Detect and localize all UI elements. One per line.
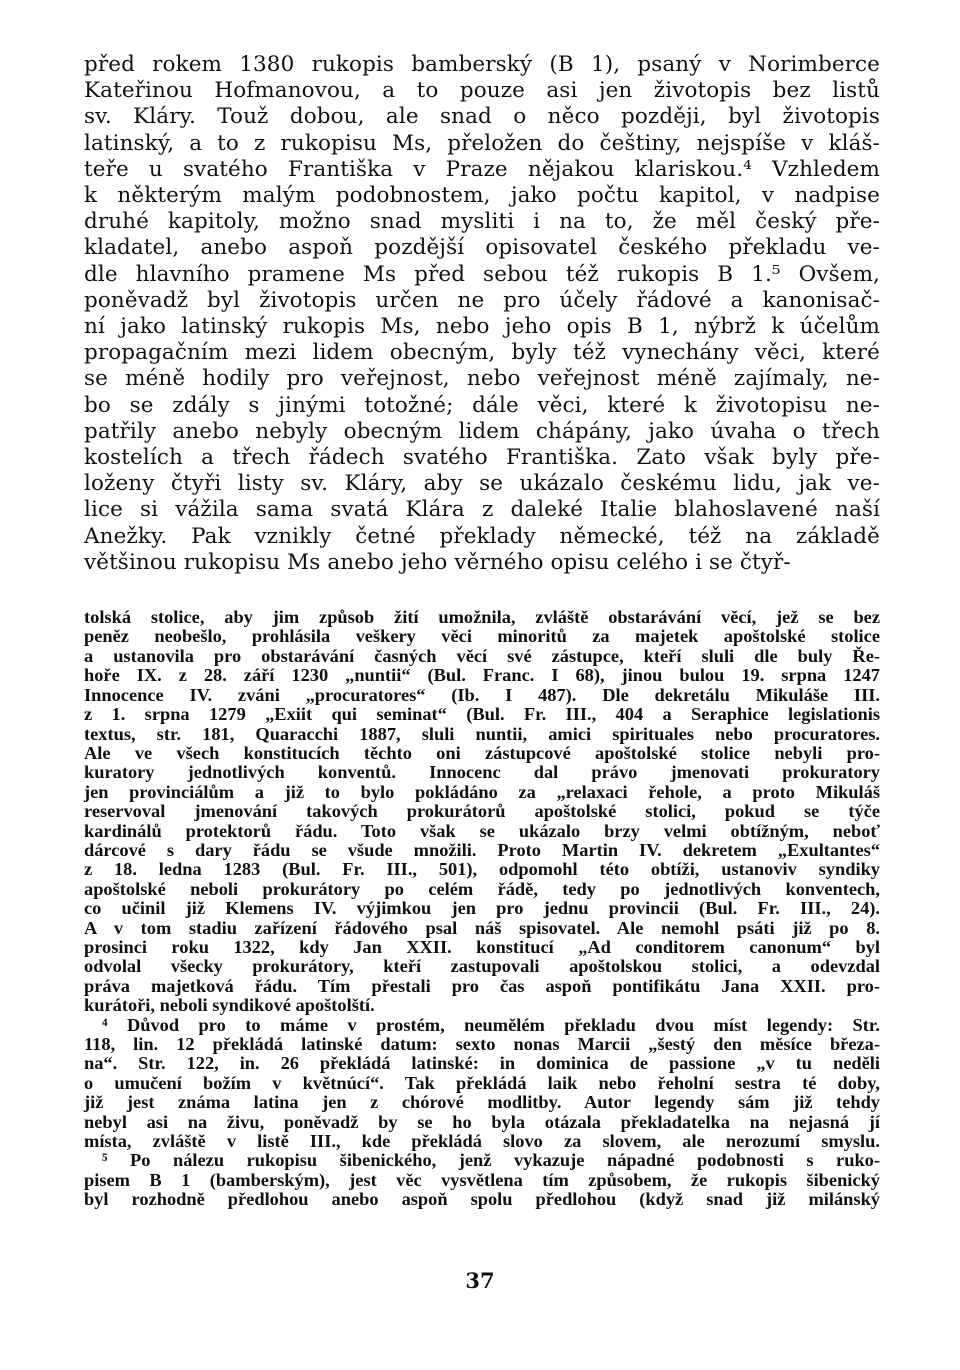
footnote-line: tolská stolice, aby jim způsob žití umožnila, zvláště obstarávání věcí, jež se bez [84, 607, 880, 628]
footnote-line: kuratory jednotlivých konventů. Innocenc dal právo jmenovati prokuratory [84, 762, 880, 783]
main-text-line: propagačním mezi lidem obecným, byly též vynechány věci, které [84, 340, 880, 366]
footnote-line: co učinil již Klemens IV. výjimkou jen pro jednu provincii (Bul. Fr. III., 24). [84, 898, 880, 919]
footnote-line: 118, lin. 12 překládá latinské datum: sexto nonas Marcii „šestý den měsíce březa- [84, 1034, 880, 1054]
main-text-line: kostelích a třech řádech svatého Františka. Zato však byly pře- [84, 445, 880, 471]
footnote-line: z 1. srpna 1279 „Exiit qui seminat“ (Bul. Fr. III., 404 a Seraphice legislationis [84, 704, 880, 725]
footnote-line: textus, str. 181, Quaracchi 1887, sluli nuntii, amici spirituales nebo procuratores. [84, 723, 880, 744]
main-text-line: dle hlavního pramene Ms před sebou též rukopis B 1.⁵ Ovšem, [84, 261, 880, 287]
footnotes [84, 608, 880, 1210]
footnote-line: o umučení božím v květnúcí“. Tak překládá laik nebo řeholní sestra té doby, [84, 1072, 880, 1093]
footnote-line: z 18. ledna 1283 (Bul. Fr. III., 501), odpomohl této obtíži, ustanoviv syndiky [84, 859, 880, 880]
main-text-line: teře u svatého Františka v Praze nějakou klariskou.⁴ Vzhledem [84, 156, 880, 182]
footnote-line: hoře IX. z 28. září 1230 „nuntii“ (Bul. Franc. I 68), jinou bulou 19. srpna 1247 [84, 665, 880, 686]
main-text-line: k některým malým podobnostem, jako počtu kapitol, v nadpise [84, 183, 880, 209]
main-text-line: poněvadž byl životopis určen ne pro účely řádové a kanonisač- [84, 287, 880, 313]
footnote-line: peněz neobešlo, prohlásila veškery věci minoritů za majetek apoštolské stolice [84, 626, 880, 647]
main-text-line: patřily anebo nebyly obecným lidem chápány, jako úvaha o třech [84, 418, 880, 444]
footnote-line: apoštolské neboli prokurátory po celém řádě, tedy po jednotlivých konventech, [84, 878, 880, 899]
main-text [84, 52, 880, 576]
main-text-line: latinský, a to z rukopisu Ms, přeložen do češtiny, nejspíše v kláš- [84, 130, 880, 156]
main-text-line: ní jako latinský rukopis Ms, nebo jeho opis B 1, nýbrž k účelům [84, 314, 880, 340]
footnote-4-line: ⁴ Důvod pro to máme v prostém, neumělém překladu dvou míst legendy: Str. [102, 1014, 880, 1035]
footnote-line: Innocence IV. zváni „procuratores“ (Ib. I 487). Dle dekretálu Mikuláše III. [84, 684, 880, 705]
page-content [84, 52, 880, 1210]
footnote-line: práva majetková řádu. Tím přestali pro čas aspoň pontifikátu Jana XXII. pro- [84, 975, 880, 996]
main-text-line: lice si vážila sama svatá Klára z daleké Italie blahoslavené naší [84, 497, 880, 523]
main-text-line: před rokem 1380 rukopis bamberský (B 1), psaný v Norimberce [84, 52, 880, 77]
footnote-line: na“. Str. 122, in. 26 překládá latinské: in dominica de passione „v tu neděli [84, 1053, 880, 1074]
main-text-line: Anežky. Pak vznikly četné překlady německé, též na základě [84, 523, 880, 549]
main-text-line: se méně hodily pro veřejnost, nebo veřejnost méně zajímaly, ne- [84, 366, 880, 392]
footnote-line: nebyl asi na živu, poněvadž by se ho byla otázala překladatelka na nejasná jí [84, 1111, 880, 1132]
page-number: 37 [465, 1268, 495, 1293]
footnote-line: místa, zvláště v listě III., kde překládá slovo za slovem, ale nerozumí smyslu. [84, 1131, 880, 1152]
footnote-line: jen provinciálům a již to bylo pokládáno za „relaxaci řehole, a proto Mikuláš [84, 781, 880, 802]
footnote-line: kurátoři, neboli syndikové apoštolští. [84, 995, 375, 1016]
footnote-line: a ustanovila pro obstarávání časných věcí své zástupce, kteří sluli dle buly Ře- [84, 645, 880, 666]
main-text-line: bo se zdály s jinými totožné; dále věci, které k životopisu ne- [84, 392, 880, 418]
main-text-line: většinou rukopisu Ms anebo jeho věrného opisu celého i se čtyř- [84, 549, 791, 575]
footnote-line: pisem B 1 (bamberským), jest věc vysvětlena tím způsobem, že rukopis šibenický [84, 1169, 880, 1190]
footnote-line: dárcové s dary řádu se všude množili. Proto Martin IV. dekretem „Exultantes“ [84, 839, 880, 860]
main-text-line: Kateřinou Hofmanovou, a to pouze asi jen životopis bez listů [84, 78, 880, 104]
footnote-line: byl rozhodně předlohou anebo aspoň spolu předlohou (když snad již milánský [84, 1189, 880, 1210]
main-text-line: sv. Kláry. Touž dobou, ale snad o něco později, byl životopis [84, 104, 880, 130]
main-text-line: druhé kapitoly, možno snad mysliti i na to, že měl český pře- [84, 209, 880, 235]
main-text-line: kladatel, anebo aspoň pozdější opisovatel českého překladu ve- [84, 235, 880, 261]
main-text-line: loženy čtyři listy sv. Kláry, aby se ukázalo českému lidu, jak ve- [84, 471, 880, 497]
footnote-line: odvolal všecky prokurátory, kteří zastupovali apoštolskou stolici, a odevzdal [84, 956, 880, 977]
footnote-line: kardinálů protektorů řádu. Toto však se ukázalo brzy velmi obtížným, neboť [84, 820, 880, 841]
footnote-line: A v tom stadiu zařízení řádového psal náš spisovatel. Ale nemohl psáti již po 8. [84, 917, 880, 938]
footnote-line: Ale ve všech konstitucích těchto oni zástupcové apoštolské stolice nebyli pro- [84, 742, 880, 763]
footnote-line: reservoval jmenování takových prokurátorů apoštolské stolici, pokud se týče [84, 801, 880, 822]
footnote-5-line: ⁵ Po nálezu rukopisu šibenického, jenž vykazuje nápadné podobnosti s ruko- [102, 1150, 880, 1171]
footnote-line: prosinci roku 1322, kdy Jan XXII. konstitucí „Ad conditorem canonum“ byl [84, 936, 880, 957]
footnote-line: již jest známa latina jen z chórové modlitby. Autor legendy sám již tehdy [84, 1092, 880, 1113]
